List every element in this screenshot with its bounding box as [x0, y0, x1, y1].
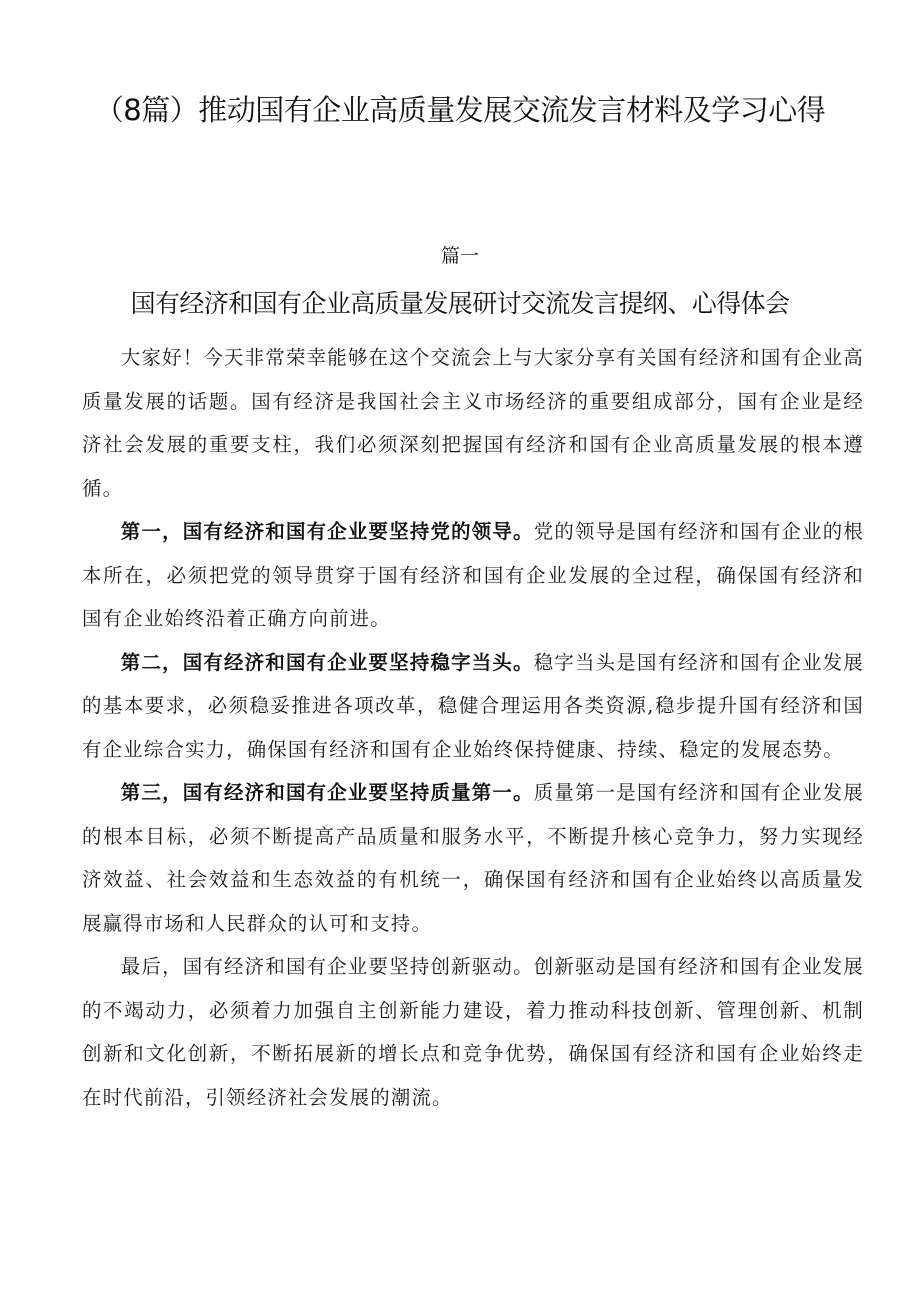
paragraph-lead: 第二，国有经济和国有企业要坚持稳字当头。 — [120, 650, 534, 674]
section-label: 篇一 — [440, 245, 479, 267]
paragraph-lead: 第一，国有经济和国有企业要坚持党的领导。 — [120, 520, 534, 543]
paragraph-text: 大家好！今天非常荣幸能够在这个交流会上与大家分享有关国有经济和国有企业高质量发展的话题。国有经济是我国社会主义市场经济的重要组成部分，国有企业是经济社会发展的重要支柱，我们必须深刻把握国有经济和国有企业高质量发展的根本遵循。 — [82, 346, 864, 500]
paragraph-intro — [82, 336, 864, 510]
paragraph-text: 稳字当头是国有经济和国有企业发展的基本要求，必须稳妥推进各项改革，稳健合理运用各类资源,稳步提升国有经济和国有企业综合实力，确保国有经济和国有企业始终保持健康、持续、稳定的发展态势。 — [82, 650, 864, 761]
paragraph-text: 党的领导是国有经济和国有企业的根本所在，必须把党的领导贯穿于国有经济和国有企业发展的全过程，确保国有经济和国有企业始终沿着正确方向前进。 — [82, 520, 864, 630]
paragraph-text: 最后，国有经济和国有企业要坚持创新驱动。创新驱动是国有经济和国有企业发展的不竭动力，必须着力加强自主创新能力建设，着力推动科技创新、管理创新、机制创新和文化创新，不断拓展新的增长点和竞争优势，确保国有经济和国有企业始终走在时代前沿，引领经济社会发展的潮流。 — [82, 955, 864, 1109]
paragraph-second — [82, 641, 864, 772]
paragraph-text: 质量第一是国有经济和国有企业发展的根本目标，必须不断提高产品质量和服务水平，不断提升核心竞争力，努力实现经济效益、社会效益和生态效益的有机统一，确保国有经济和国有企业始终以高质量发展赢得市场和人民群众的认可和支持。 — [82, 781, 864, 935]
paragraph-final — [82, 945, 864, 1119]
paragraph-first — [82, 510, 864, 641]
document-title: （8篇）推动国有企业高质量发展交流发言材料及学习心得 — [94, 93, 826, 127]
section-heading: 国有经济和国有企业高质量发展研讨交流发言提纲、心得体会 — [130, 289, 790, 318]
paragraph-lead: 第三，国有经济和国有企业要坚持质量第一。 — [120, 781, 534, 804]
paragraph-third — [82, 771, 864, 945]
document-body — [82, 336, 864, 1119]
